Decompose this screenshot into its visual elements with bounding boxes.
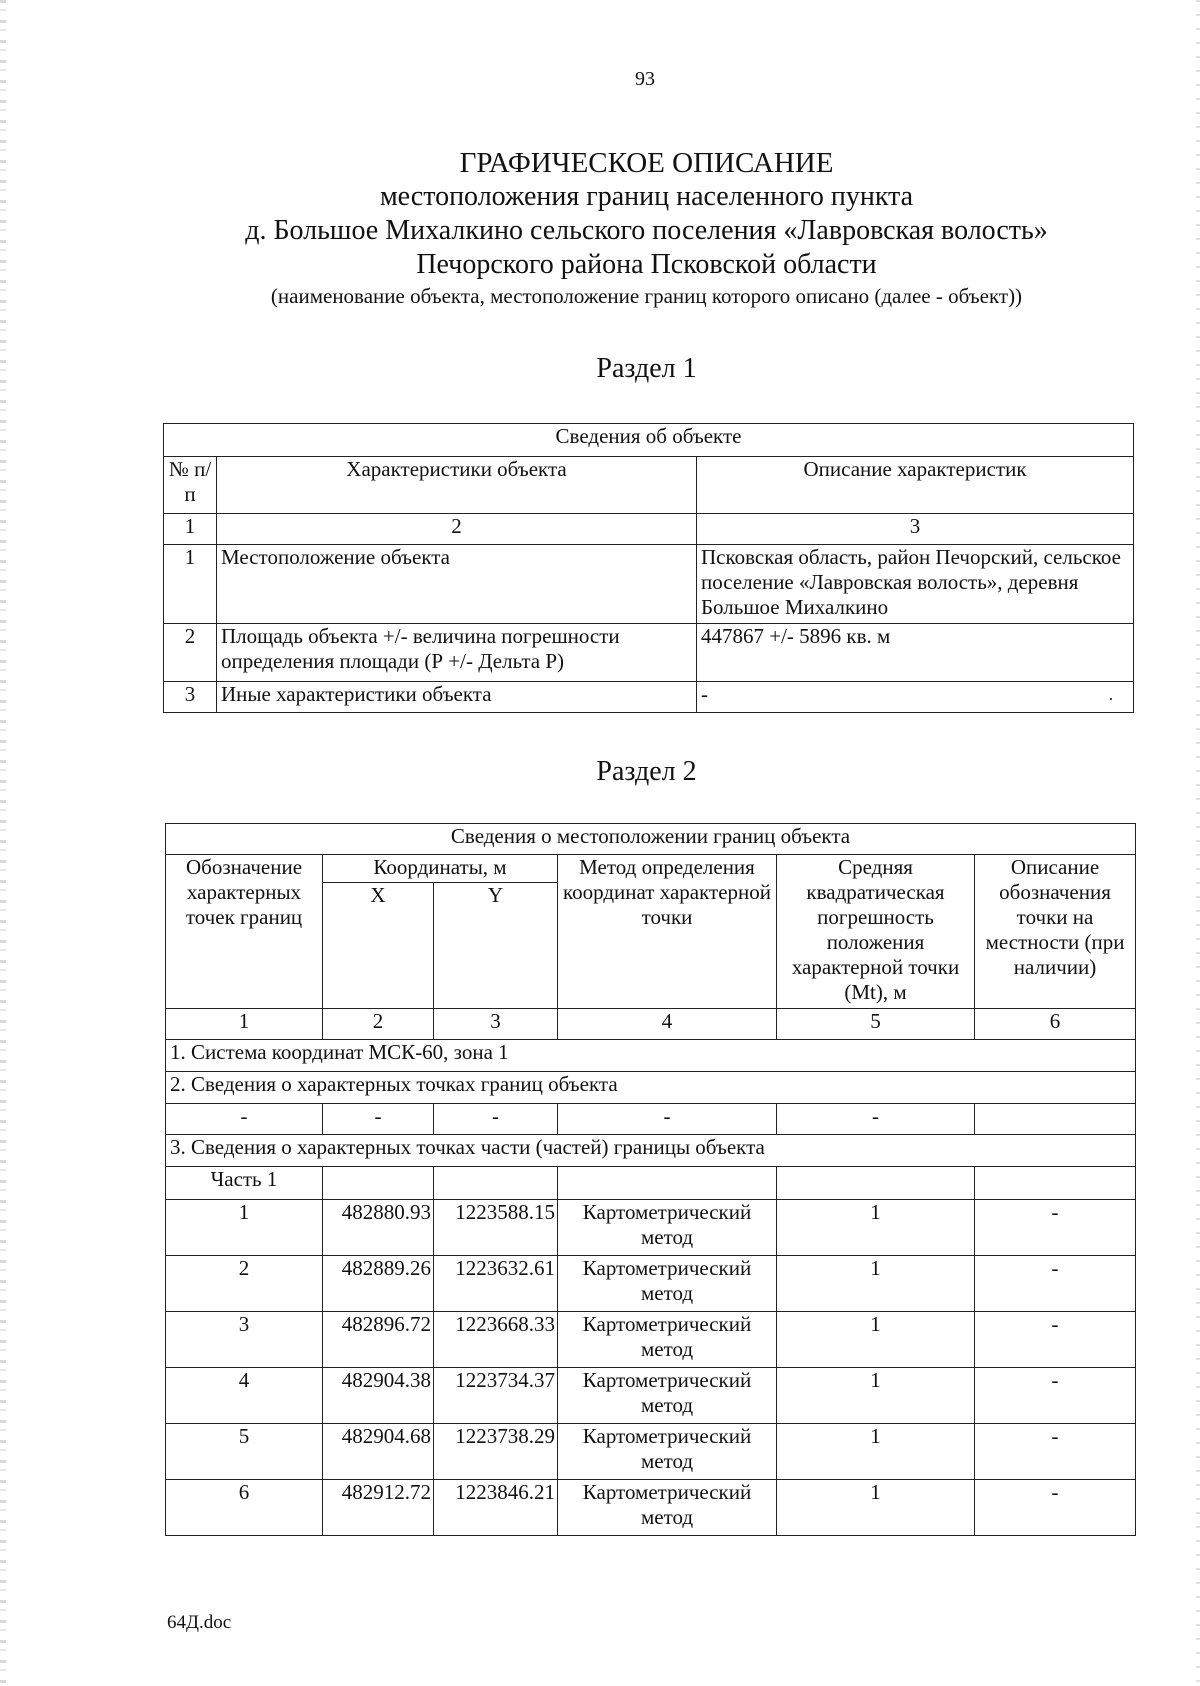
row-number: 3 (164, 682, 217, 713)
empty-cell: - (323, 1104, 434, 1135)
row-number: 2 (164, 624, 217, 682)
mean-error: 1 (777, 1480, 975, 1536)
characteristic-name: Площадь объекта +/- величина погрешности определения площади (Р +/- Дельта Р) (217, 624, 697, 682)
object-table-title: Сведения об объекте (164, 424, 1134, 457)
table-row (166, 1480, 1136, 1536)
coord-x: 482889.26 (323, 1256, 434, 1312)
mean-error: 1 (777, 1256, 975, 1312)
points-table-title: Сведения о местоположении границ объекта (166, 824, 1136, 855)
coord-x: 482904.38 (323, 1368, 434, 1424)
header-x: X (323, 883, 434, 1009)
point-description: - (975, 1256, 1136, 1312)
col-number: 2 (217, 514, 697, 545)
row-number: 1 (164, 545, 217, 624)
mean-error: 1 (777, 1200, 975, 1256)
table-row (164, 682, 1134, 713)
header-method: Метод определения координат характерной точки (558, 855, 777, 1009)
header-point-designation: Обозначение характерных точек границ (166, 855, 323, 1009)
table-row (166, 1424, 1136, 1480)
point-number: 4 (166, 1368, 323, 1424)
method: Картометрический метод (558, 1480, 777, 1536)
col-number: 4 (558, 1009, 777, 1040)
table-row (166, 1104, 1136, 1135)
col-number: 5 (777, 1009, 975, 1040)
coord-x: 482896.72 (323, 1312, 434, 1368)
method: Картометрический метод (558, 1368, 777, 1424)
point-number: 3 (166, 1312, 323, 1368)
parts-section-title: 3. Сведения о характерных точках части (частей) границы объекта (166, 1135, 1136, 1167)
col-number: 3 (434, 1009, 558, 1040)
table-row (166, 1312, 1136, 1368)
col-number: 1 (166, 1009, 323, 1040)
characteristic-value: 447867 +/- 5896 кв. м (697, 624, 1134, 682)
part-label: Часть 1 (166, 1167, 323, 1200)
method: Картометрический метод (558, 1200, 777, 1256)
document-header (0, 146, 1200, 310)
empty-cell: - (166, 1104, 323, 1135)
point-description: - (975, 1312, 1136, 1368)
section-2-title: Раздел 2 (596, 756, 697, 787)
empty-cell (975, 1104, 1136, 1135)
empty-cell: - (558, 1104, 777, 1135)
point-description: - (975, 1480, 1136, 1536)
header-description: Описание характеристик (697, 457, 1134, 514)
table-row (164, 545, 1134, 624)
point-number: 1 (166, 1200, 323, 1256)
document-title: ГРАФИЧЕСКОЕ ОПИСАНИЕ (459, 147, 834, 179)
header-number: № п/п (164, 457, 217, 514)
table-row (166, 1368, 1136, 1424)
point-number: 5 (166, 1424, 323, 1480)
empty-cell: - (777, 1104, 975, 1135)
coord-x: 482880.93 (323, 1200, 434, 1256)
page-number: 93 (635, 68, 655, 90)
header-mean-error: Средняя квадратическая погрешность положения характерной точки (Mt), м (777, 855, 975, 1009)
point-description: - (975, 1424, 1136, 1480)
characteristic-value: Псковская область, район Печорский, сельское поселение «Лавровская волость», деревня Большое Михалкино (697, 545, 1134, 624)
method: Картометрический метод (558, 1424, 777, 1480)
coord-y: 1223588.15 (434, 1200, 558, 1256)
header-characteristic: Характеристики объекта (217, 457, 697, 514)
point-number: 6 (166, 1480, 323, 1536)
coord-y: 1223846.21 (434, 1480, 558, 1536)
col-number: 1 (164, 514, 217, 545)
scan-speck (1110, 698, 1112, 700)
col-number: 6 (975, 1009, 1136, 1040)
method: Картометрический метод (558, 1256, 777, 1312)
mean-error: 1 (777, 1368, 975, 1424)
header-point-description: Описание обозначения точки на местности (при наличии) (975, 855, 1136, 1009)
file-name: 64Д.doc (167, 1612, 232, 1633)
point-description: - (975, 1200, 1136, 1256)
characteristic-value: - (697, 682, 1134, 713)
section-1-title: Раздел 1 (596, 353, 697, 384)
empty-cell: - (434, 1104, 558, 1135)
table-row (166, 1256, 1136, 1312)
col-number: 3 (697, 514, 1134, 545)
points-section-title: 2. Сведения о характерных точках границ объекта (166, 1072, 1136, 1104)
mean-error: 1 (777, 1424, 975, 1480)
header-line-2: д. Большое Михалкино сельского поселения «Лавровская волость» (245, 215, 1048, 246)
characteristic-name: Местоположение объекта (217, 545, 697, 624)
header-coordinates: Координаты, м (323, 855, 558, 883)
coord-y: 1223668.33 (434, 1312, 558, 1368)
boundary-points-table (165, 823, 1136, 1536)
coord-y: 1223734.37 (434, 1368, 558, 1424)
point-description: - (975, 1368, 1136, 1424)
header-line-3: Печорского района Псковской области (416, 249, 877, 280)
coord-y: 1223632.61 (434, 1256, 558, 1312)
coord-x: 482904.68 (323, 1424, 434, 1480)
point-number: 2 (166, 1256, 323, 1312)
method: Картометрический метод (558, 1312, 777, 1368)
coord-x: 482912.72 (323, 1480, 434, 1536)
table-row (164, 624, 1134, 682)
header-y: Y (434, 883, 558, 1009)
mean-error: 1 (777, 1312, 975, 1368)
table-row (166, 1200, 1136, 1256)
object-info-table (163, 423, 1134, 713)
col-number: 2 (323, 1009, 434, 1040)
coord-y: 1223738.29 (434, 1424, 558, 1480)
header-note: (наименование объекта, местоположение границ которого описано (далее - объект)) (270, 284, 1023, 308)
characteristic-name: Иные характеристики объекта (217, 682, 697, 713)
header-line-1: местоположения границ населенного пункта (379, 181, 914, 212)
coordinate-system: 1. Система координат МСК-60, зона 1 (166, 1040, 1136, 1072)
